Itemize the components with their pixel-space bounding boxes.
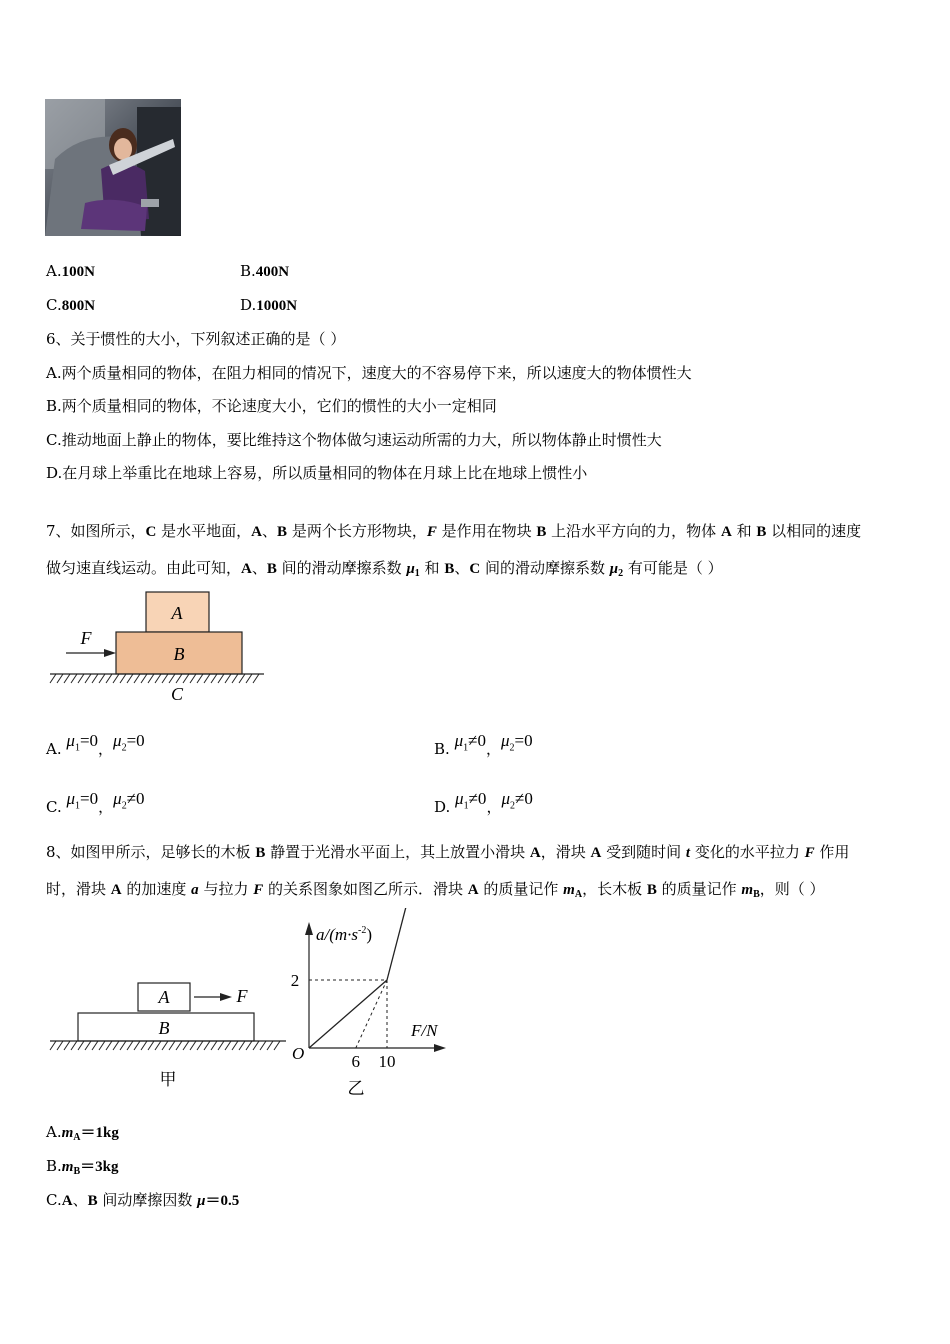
- hatch-line: [190, 674, 196, 683]
- hatch-line: [190, 1041, 196, 1050]
- hatch-line: [92, 1041, 98, 1050]
- stem-symbol: B: [536, 524, 547, 540]
- stem-symbol: A: [467, 882, 479, 898]
- hatch-line: [148, 674, 154, 683]
- option-formula: $\mu_1=0$: [66, 789, 99, 812]
- option-formula: $\mu_2=0$: [500, 731, 533, 754]
- q7-option-d: [434, 789, 533, 826]
- hatch-line: [162, 674, 168, 683]
- stem-symbol: F: [426, 524, 437, 540]
- option-letter: D.: [434, 798, 451, 816]
- option-text: 间动摩擦因数: [97, 1191, 198, 1209]
- option-subscript: B: [73, 1166, 81, 1177]
- stem-symbol: m: [741, 882, 754, 898]
- stem-symbol: A: [251, 524, 263, 540]
- hatch-line: [253, 674, 259, 683]
- stem-symbol: A: [590, 845, 602, 861]
- stem-symbol: μ: [406, 561, 415, 577]
- hatch-line: [155, 674, 161, 683]
- hatch-line: [260, 1041, 266, 1050]
- stem-text: 作用: [814, 843, 850, 861]
- q8-stem-line1: [46, 842, 849, 863]
- stem-text: 、: [251, 559, 267, 577]
- hatch-line: [211, 1041, 217, 1050]
- x-tick-label: 10: [378, 1052, 396, 1071]
- x-axis-arrowhead: [434, 1044, 446, 1052]
- option-letter: B.: [46, 1157, 62, 1175]
- hatch-line: [211, 674, 217, 683]
- option-formula: $\mu_1\ne 0$: [455, 789, 487, 812]
- option-text: ＝3kg: [80, 1159, 119, 1175]
- stem-text: 以相同的速度: [766, 522, 862, 540]
- q6-option-b: B.两个质量相同的物体，不论速度大小，它们的惯性的大小一定相同: [46, 397, 497, 415]
- hatch-line: [134, 1041, 140, 1050]
- hatch-line: [64, 1041, 70, 1050]
- stem-symbol: a: [191, 882, 199, 898]
- hatch-line: [92, 674, 98, 683]
- stem-text: 时，滑块: [46, 880, 111, 898]
- stem-text: 与拉力: [198, 880, 254, 898]
- stem-text: 和: [731, 522, 757, 540]
- hatch-line: [197, 674, 203, 683]
- ground-hatching: [50, 1041, 280, 1050]
- hatch-line: [218, 1041, 224, 1050]
- stem-symbol: B: [277, 524, 288, 540]
- stem-text: 是作用在物块: [436, 522, 537, 540]
- hatch-line: [120, 1041, 126, 1050]
- stem-subscript: B: [753, 889, 760, 900]
- q6-option-c: C.推动地面上静止的物体，要比维持这个物体做匀速运动所需的力大，所以物体静止时惯性大: [46, 431, 662, 449]
- hatch-line: [232, 674, 238, 683]
- option-symbol: m: [61, 1159, 74, 1175]
- hatch-line: [246, 1041, 252, 1050]
- option-letter: A.: [46, 262, 62, 280]
- stem-symbol: B: [444, 561, 455, 577]
- stem-text: 间的滑动摩擦系数: [276, 559, 407, 577]
- stem-symbol: t: [685, 845, 691, 861]
- option-letter: C.: [46, 296, 62, 314]
- hatch-line: [113, 1041, 119, 1050]
- hatch-line: [78, 1041, 84, 1050]
- hatch-line: [148, 1041, 154, 1050]
- hatch-line: [141, 674, 147, 683]
- hatch-line: [71, 674, 77, 683]
- stem-text: 上沿水平方向的力，物体: [546, 522, 721, 540]
- option-letter: B.: [240, 262, 256, 280]
- hatch-line: [162, 1041, 168, 1050]
- hatch-line: [267, 1041, 273, 1050]
- series-line-2: [387, 908, 407, 980]
- hatch-line: [232, 1041, 238, 1050]
- hatch-line: [50, 674, 56, 683]
- option-text: ＝0.5: [205, 1193, 240, 1209]
- option-letter: B.: [434, 740, 450, 758]
- q8-figure-yi-graph: [284, 908, 454, 1098]
- q7-option-c: [46, 789, 145, 826]
- hatch-line: [64, 674, 70, 683]
- stem-symbol: A: [720, 524, 732, 540]
- stem-text: ，长木板: [582, 880, 647, 898]
- q6-option-d: D.在月球上举重比在地球上容易，所以质量相同的物体在月球上比在地球上惯性小: [46, 464, 588, 482]
- hatch-line: [204, 674, 210, 683]
- q5-option-c: [46, 295, 95, 316]
- hatch-line: [155, 1041, 161, 1050]
- hatch-line: [274, 1041, 280, 1050]
- hatch-line: [183, 1041, 189, 1050]
- hatch-line: [183, 674, 189, 683]
- stem-subscript: A: [574, 889, 583, 900]
- hatch-line: [197, 1041, 203, 1050]
- stem-text: 变化的水平拉力: [690, 843, 805, 861]
- option-comma: ，: [98, 740, 114, 758]
- label-a: A: [171, 603, 183, 623]
- stem-text: 做匀速直线运动。由此可知，: [46, 559, 242, 577]
- stem-symbol: B: [255, 845, 266, 861]
- q7-block-diagram: [46, 590, 268, 706]
- label-b: B: [173, 644, 185, 664]
- option-symbol: μ: [197, 1193, 206, 1209]
- hatch-line: [120, 674, 126, 683]
- stem-subscript: 2: [618, 568, 624, 579]
- hatch-line: [246, 674, 252, 683]
- q7-option-b: [434, 731, 533, 768]
- stem-text: 、: [262, 522, 278, 540]
- hatch-line: [239, 1041, 245, 1050]
- q8-stem-line2: [46, 879, 825, 905]
- option-comma: ，: [485, 740, 501, 758]
- option-text: 400N: [255, 264, 290, 280]
- stem-symbol: B: [646, 882, 657, 898]
- option-letter: A.: [46, 740, 62, 758]
- ground-hatching: [50, 674, 259, 683]
- stem-text: 的质量记作: [478, 880, 564, 898]
- stem-text: 有可能是（ ）: [623, 559, 723, 577]
- hatch-line: [176, 674, 182, 683]
- hatch-line: [225, 674, 231, 683]
- hatch-line: [71, 1041, 77, 1050]
- q5-option-b: [240, 261, 289, 282]
- q8-option-b: [46, 1156, 118, 1182]
- option-symbol: B: [87, 1193, 98, 1209]
- label-f: F: [80, 628, 92, 648]
- y-axis-arrowhead: [305, 922, 313, 935]
- option-text: 、: [72, 1191, 88, 1209]
- hatch-line: [99, 674, 105, 683]
- q8-option-c: [46, 1190, 239, 1211]
- option-subscript: A: [73, 1132, 81, 1143]
- option-formula: $\mu_2\ne 0$: [501, 789, 533, 812]
- hatch-line: [204, 1041, 210, 1050]
- q7-option-a: [46, 731, 145, 768]
- stem-symbol: C: [469, 561, 481, 577]
- figure-caption: 乙: [347, 1079, 365, 1098]
- label-f: F: [236, 986, 248, 1006]
- stem-symbol: B: [266, 561, 277, 577]
- hatch-line: [134, 674, 140, 683]
- hatch-line: [127, 1041, 133, 1050]
- option-formula: $\mu_1=0$: [66, 731, 99, 754]
- option-letter: A.: [46, 1123, 62, 1141]
- y-axis-label: $a/(m\cdot s^{-2})$: [316, 925, 373, 944]
- x-tick-label: 6: [351, 1052, 361, 1071]
- option-letter: C.: [46, 1191, 62, 1209]
- hatch-line: [78, 674, 84, 683]
- q8-option-a: [46, 1122, 119, 1148]
- stem-text: 8、如图甲所示，足够长的木板: [46, 843, 256, 861]
- stem-text: 的关系图象如图乙所示．滑块: [263, 880, 468, 898]
- stem-text: 7、如图所示，: [46, 522, 146, 540]
- stem-text: 是水平地面，: [156, 522, 252, 540]
- hatch-line: [106, 1041, 112, 1050]
- hatch-line: [141, 1041, 147, 1050]
- label-b: B: [158, 1018, 170, 1038]
- hatch-line: [176, 1041, 182, 1050]
- hatch-line: [113, 674, 119, 683]
- stem-symbol: m: [563, 882, 575, 898]
- hatch-line: [85, 674, 91, 683]
- stem-symbol: A: [110, 882, 122, 898]
- hatch-line: [57, 674, 63, 683]
- hatch-line: [169, 674, 175, 683]
- option-letter: C.: [46, 798, 62, 816]
- option-letter: D.: [240, 296, 257, 314]
- q8-figure-jia: [46, 975, 291, 1095]
- q7-stem-line2: [46, 558, 723, 584]
- q5-option-a: [46, 261, 95, 282]
- option-text: 1000N: [256, 298, 298, 314]
- option-comma: ，: [486, 798, 502, 816]
- origin-label: O: [292, 1044, 305, 1063]
- stem-text: 是两个长方形物块，: [287, 522, 427, 540]
- option-formula: $\mu_2\ne 0$: [113, 789, 145, 812]
- q6-stem: 6、关于惯性的大小，下列叙述正确的是（ ）: [46, 330, 346, 348]
- hatch-line: [169, 1041, 175, 1050]
- dashed-line-to-6: [356, 980, 387, 1048]
- stem-symbol: B: [756, 524, 767, 540]
- option-text: ＝1kg: [80, 1125, 119, 1141]
- hatch-line: [239, 674, 245, 683]
- option-formula: $\mu_2=0$: [113, 731, 145, 754]
- stem-text: ，则（ ）: [759, 880, 825, 898]
- force-arrowhead: [104, 649, 116, 657]
- q7-stem-line1: [46, 521, 861, 542]
- stem-symbol: μ: [609, 561, 619, 577]
- option-text: 100N: [61, 264, 95, 280]
- stem-text: 间的滑动摩擦系数: [480, 559, 610, 577]
- figure-caption: 甲: [159, 1070, 177, 1089]
- label-c: C: [170, 684, 184, 704]
- option-text: 800N: [61, 298, 96, 314]
- stem-symbol: A: [529, 845, 541, 861]
- stem-text: 、: [454, 559, 470, 577]
- hatch-line: [57, 1041, 63, 1050]
- option-formula: $\mu_1\ne 0$: [454, 731, 486, 754]
- child-car-seat-photo: [45, 99, 181, 236]
- hatch-line: [50, 1041, 56, 1050]
- stem-text: 受到随时间: [601, 843, 686, 861]
- stem-symbol: F: [253, 882, 264, 898]
- hatch-line: [85, 1041, 91, 1050]
- stem-text: 静置于光滑水平面上，其上放置小滑块: [265, 843, 530, 861]
- force-arrowhead: [220, 993, 232, 1001]
- hatch-line: [99, 1041, 105, 1050]
- stem-symbol: C: [145, 524, 157, 540]
- q6-option-a: A.两个质量相同的物体，在阻力相同的情况下，速度大的不容易停下来，所以速度大的物体惯性大: [46, 364, 692, 382]
- option-symbol: m: [61, 1125, 74, 1141]
- y-tick-label: 2: [290, 971, 300, 990]
- stem-subscript: 1: [414, 568, 420, 579]
- stem-text: 和: [419, 559, 445, 577]
- x-axis-label: F/N: [411, 1021, 438, 1040]
- hatch-line: [106, 674, 112, 683]
- option-comma: ，: [98, 798, 114, 816]
- stem-text: 的质量记作: [656, 880, 742, 898]
- hatch-line: [253, 1041, 259, 1050]
- hatch-line: [218, 674, 224, 683]
- stem-symbol: A: [241, 561, 252, 577]
- stem-text: 的加速度: [121, 880, 192, 898]
- q5-option-d: [240, 295, 297, 316]
- stem-symbol: F: [804, 845, 815, 861]
- option-symbol: A: [61, 1193, 73, 1209]
- label-a: A: [158, 987, 170, 1007]
- stem-text: ，滑块: [540, 843, 591, 861]
- series-line-1: [309, 980, 387, 1048]
- hatch-line: [225, 1041, 231, 1050]
- hatch-line: [127, 674, 133, 683]
